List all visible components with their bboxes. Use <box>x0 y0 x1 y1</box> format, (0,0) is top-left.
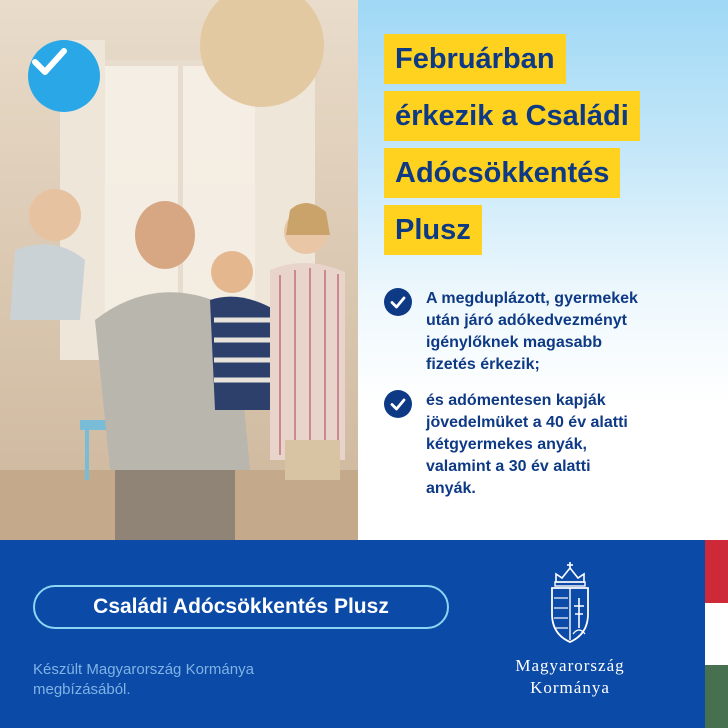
headline-line-4: Plusz <box>384 205 482 255</box>
coat-of-arms-icon <box>547 562 593 644</box>
family-photo <box>0 0 358 540</box>
flag-strip <box>705 540 728 728</box>
bullet-item <box>384 390 704 500</box>
commission-note <box>33 660 254 700</box>
flag-green-stripe <box>705 665 728 728</box>
flag-red-stripe <box>705 540 728 603</box>
bullet-line: és adómentesen kapják <box>426 392 606 409</box>
footer-bar <box>0 540 705 728</box>
bullet-item <box>384 288 704 376</box>
check-circle-icon <box>384 288 412 316</box>
government-line: Kormánya <box>530 678 610 697</box>
note-line: Készült Magyarország Kormánya <box>33 661 254 678</box>
government-logo <box>470 562 670 699</box>
bullet-text <box>426 288 638 376</box>
bullet-line: anyák. <box>426 480 476 497</box>
bullet-text <box>426 390 628 500</box>
bullet-line: jövedelmüket a 40 év alatti <box>426 414 628 431</box>
government-line: Magyarország <box>515 656 625 675</box>
bullet-line: A megduplázott, gyermekek <box>426 290 638 307</box>
text-panel <box>358 0 728 540</box>
checkmark-icon <box>28 40 70 82</box>
bullet-line: után járó adókedvezményt <box>426 312 627 329</box>
headline-line-2: érkezik a Családi <box>384 91 640 141</box>
bullet-list <box>384 288 704 514</box>
bullet-line: kétgyermekes anyák, <box>426 436 587 453</box>
note-line: megbízásából. <box>33 681 131 698</box>
government-title <box>470 655 670 699</box>
campaign-pill: Családi Adócsökkentés Plusz <box>33 585 449 629</box>
bullet-line: igénylőknek magasabb <box>426 334 603 351</box>
check-badge <box>28 40 100 112</box>
check-circle-icon <box>384 390 412 418</box>
headline-line-3: Adócsökkentés <box>384 148 620 198</box>
bullet-line: valamint a 30 év alatti <box>426 458 591 475</box>
bullet-line: fizetés érkezik; <box>426 356 540 373</box>
flag-white-stripe <box>705 603 728 666</box>
headline-line-1: Februárban <box>384 34 566 84</box>
headline <box>384 34 724 262</box>
